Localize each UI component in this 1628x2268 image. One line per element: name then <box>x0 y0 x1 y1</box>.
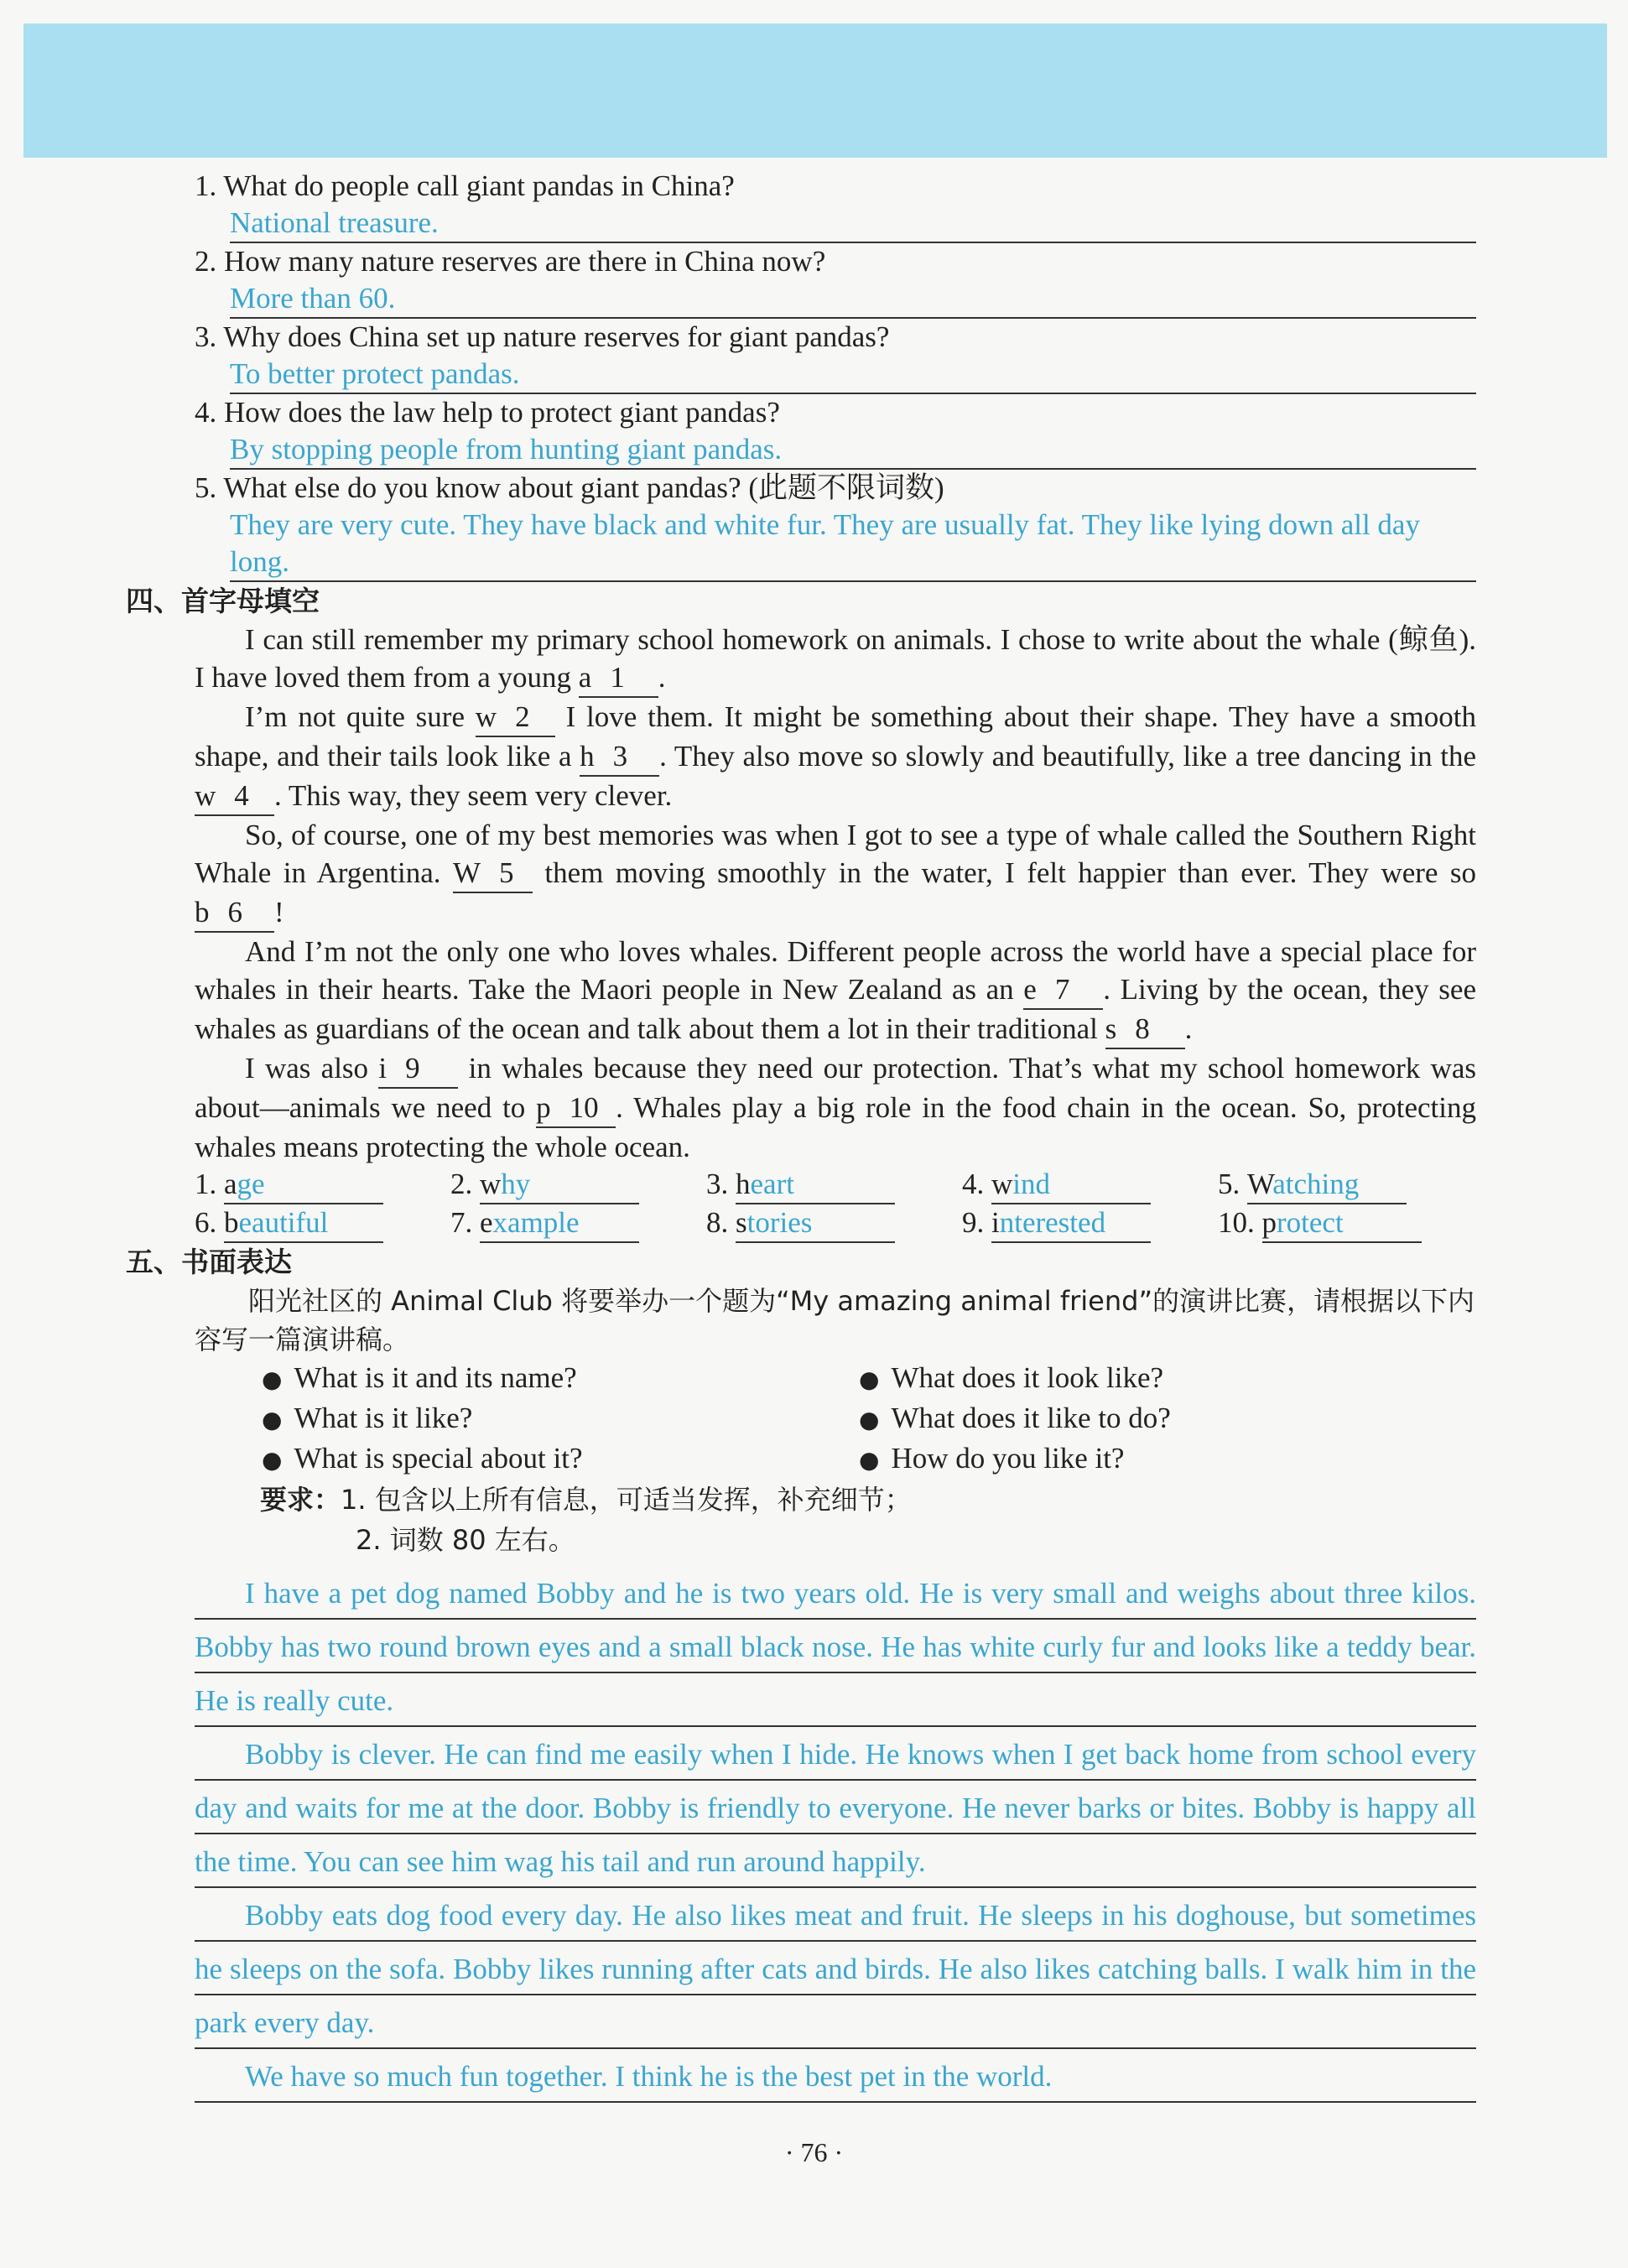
question-text: 3. Why does China set up nature reserves for giant pandas? <box>195 320 890 353</box>
blank-letter: w <box>195 779 216 812</box>
answer-underline <box>736 1204 895 1243</box>
blank-number: 4 <box>234 779 249 812</box>
blank-5 <box>453 854 533 893</box>
answer-number: 5. <box>1218 1168 1247 1200</box>
requirements-label: 要求： <box>260 1484 341 1516</box>
writing-prompt: 阳光社区的 Animal Club 将要举办一个题为“My amazing animal friend”的演讲比赛，请根据以下内容写一篇演讲稿。 <box>195 1285 1475 1355</box>
answer-underline <box>224 1166 383 1204</box>
answer-underline <box>480 1166 639 1204</box>
passage-paragraph-5 <box>195 1049 1476 1166</box>
passage-text: I was also <box>245 1052 379 1085</box>
blank-4 <box>195 777 274 816</box>
blank-number: 5 <box>498 856 514 889</box>
answer-3 <box>706 1166 962 1204</box>
blank-letter: h <box>580 740 595 772</box>
passage-text: So, of course, one of my best memories was when I got to see a type of whale called the Southern Right Whale in Argentina. <box>195 819 1476 889</box>
requirements-2: 2. 词数 80 左右。 <box>356 1524 575 1556</box>
passage-paragraph-4 <box>195 933 1476 1049</box>
answer-1 <box>195 1166 450 1204</box>
answer-letter: w <box>991 1168 1013 1200</box>
answer-letter: w <box>480 1168 502 1200</box>
bullet-item: ● What is special about it? <box>262 1439 859 1480</box>
passage-text: . They also move so slowly and beautifully, like a tree dancing in the <box>659 740 1477 772</box>
blank-8 <box>1105 1010 1185 1049</box>
essay-answer <box>195 1567 1476 2104</box>
essay-paragraph: I have a pet dog named Bobby and he is two years old. He is very small and weighs about three kilos. Bobby has two round brown eyes and a small black nose. He has white curly fur and looks like a teddy bear. He is really cute. <box>195 1577 1476 1717</box>
passage-text: . Living by the ocean, they see whales as guardians of the ocean and talk about them a lot in their traditional <box>195 973 1476 1045</box>
passage-text: . Whales play a big role in the food chain in the ocean. So, protecting whales means protecting the whole ocean. <box>195 1091 1476 1163</box>
prompt-bullets <box>262 1359 1476 1480</box>
bullet-item: ● How do you like it? <box>859 1439 1446 1480</box>
passage-paragraph-2 <box>195 698 1476 816</box>
page-number: · 76 · <box>784 2137 844 2167</box>
answer-letter: h <box>736 1168 751 1200</box>
answer-4 <box>962 1166 1218 1204</box>
answer-9 <box>962 1204 1218 1243</box>
question-text: 5. What else do you know about giant pandas? (此题不限词数) <box>195 471 944 504</box>
blank-9 <box>378 1049 458 1089</box>
passage-text: . <box>1184 1012 1193 1045</box>
answer-8 <box>706 1204 962 1243</box>
requirement-text: 1. 包含以上所有信息，可适当发挥，补充细节； <box>341 1484 912 1516</box>
answer-letter: W <box>1247 1168 1273 1200</box>
blank-letter: i <box>378 1052 387 1085</box>
bullet-item: ● What does it like to do? <box>859 1399 1446 1439</box>
blank-3 <box>580 737 659 777</box>
blank-2 <box>476 698 555 737</box>
question-block-3 <box>126 319 1476 394</box>
answer-fill: ge <box>237 1168 265 1200</box>
section-4-title: 四、首字母填空 <box>126 585 320 617</box>
question-text: 2. How many nature reserves are there in China now? <box>195 245 826 278</box>
answer-letter: p <box>1261 1206 1277 1239</box>
answer-number: 10. <box>1218 1206 1262 1239</box>
blank-number: 6 <box>227 896 242 929</box>
answer-line: National treasure. <box>230 205 1476 243</box>
answer-fill: eart <box>750 1168 794 1200</box>
blank-number: 10 <box>569 1091 599 1124</box>
question-block-4 <box>126 394 1476 470</box>
passage-paragraph-3 <box>195 816 1476 933</box>
answer-letter: s <box>736 1206 747 1239</box>
passage-text: ! <box>274 896 284 929</box>
passage-text: in whales because they need our protection. That’s what my school homework was about—animals we need to <box>195 1052 1477 1124</box>
passage-paragraph-1: I can still remember my primary school homework on animals. I chose to write about the whale (鲸鱼). I have loved them from a young a 1 . <box>195 621 1476 698</box>
answer-row-1 <box>195 1166 1476 1204</box>
answer-line: To better protect pandas. <box>230 356 1476 394</box>
passage-text: . This way, they seem very clever. <box>274 779 673 812</box>
answer-row-2 <box>195 1204 1476 1243</box>
answer-line: By stopping people from hunting giant pandas. <box>230 431 1476 470</box>
answer-number: 4. <box>962 1168 991 1200</box>
question-text: 1. What do people call giant pandas in China? <box>195 169 735 202</box>
answer-7 <box>450 1204 706 1243</box>
answer-line: More than 60. <box>230 280 1476 319</box>
bullet-item: ● What is it and its name? <box>262 1359 859 1399</box>
blank-1 <box>579 658 658 698</box>
answer-underline <box>991 1166 1151 1204</box>
answer-underline <box>1247 1166 1407 1204</box>
blank-number: 7 <box>1054 973 1070 1006</box>
answer-fill: atching <box>1272 1168 1360 1200</box>
section-5-title: 五、书面表达 <box>126 1246 292 1278</box>
essay-paragraph: We have so much fun together. I think he is the best pet in the world. <box>245 2060 1053 2093</box>
answer-underline <box>480 1204 639 1243</box>
blank-letter: w <box>475 700 497 733</box>
essay-paragraph: Bobby is clever. He can find me easily when I hide. He knows when I get back home from school every day and waits for me at the door. Bobby is friendly to everyone. He never barks or bites. Bobby is happy all the time. You can see him wag his tail and run around happily. <box>195 1738 1476 1878</box>
answer-letter: a <box>224 1168 237 1200</box>
answer-number: 6. <box>195 1206 224 1239</box>
answer-number: 7. <box>450 1206 480 1239</box>
answer-fill: ind <box>1012 1168 1051 1200</box>
question-block-5 <box>126 470 1476 582</box>
answer-10 <box>1218 1204 1474 1243</box>
answer-number: 8. <box>706 1206 736 1239</box>
answer-underline <box>224 1204 383 1243</box>
answer-letter: i <box>991 1206 1000 1239</box>
blank-number: 8 <box>1135 1012 1150 1045</box>
answer-line: They are very cute. They have black and white fur. They are usually fat. They like lying down all day long. <box>230 507 1476 582</box>
answer-fill: rotect <box>1277 1206 1344 1239</box>
answer-fill: xample <box>492 1206 580 1239</box>
question-text: 4. How does the law help to protect giant pandas? <box>195 396 780 429</box>
blank-number: 1 <box>610 661 625 694</box>
passage-text: I’m not quite sure <box>245 700 476 733</box>
answer-5 <box>1218 1166 1474 1204</box>
passage-text: I love them. It might be something about their shape. They have a smooth shape, and their tails look like a <box>195 700 1476 772</box>
answer-fill: hy <box>501 1168 531 1200</box>
answer-underline <box>736 1166 895 1204</box>
question-block-2 <box>126 243 1476 319</box>
blank-number: 2 <box>515 700 530 733</box>
answer-number: 1. <box>195 1168 224 1200</box>
blank-number: 9 <box>405 1052 420 1085</box>
blank-number: 3 <box>612 740 628 772</box>
top-banner <box>23 23 1607 158</box>
passage-text: them moving smoothly in the water, I felt happier than ever. They were so <box>532 856 1476 889</box>
answer-number: 9. <box>962 1206 991 1239</box>
blank-letter: W <box>452 856 481 889</box>
answer-fill: tories <box>746 1206 813 1239</box>
requirements-1 <box>260 1480 1476 1520</box>
blank-letter: a <box>578 661 592 694</box>
answer-letter: e <box>480 1206 493 1239</box>
passage-text: I can still remember my primary school homework on animals. I chose to write about the whale (鲸鱼). I have loved them from a young <box>195 623 1476 694</box>
answer-fill: eautiful <box>238 1206 329 1239</box>
blank-letter: b <box>195 896 210 929</box>
blank-letter: e <box>1023 973 1037 1006</box>
blank-letter: s <box>1105 1012 1117 1045</box>
answer-number: 3. <box>706 1168 736 1200</box>
answer-6 <box>195 1204 450 1243</box>
answer-2 <box>450 1166 706 1204</box>
page-content <box>126 168 1476 2104</box>
answer-underline <box>1262 1204 1422 1243</box>
blank-6 <box>195 893 274 933</box>
essay-paragraph: Bobby eats dog food every day. He also likes meat and fruit. He sleeps in his doghouse, but sometimes he sleeps on the sofa. Bobby likes running after cats and birds. He also likes catching balls. I walk him in the park every day. <box>195 1899 1476 2039</box>
question-block-1 <box>126 168 1476 243</box>
blank-7 <box>1023 970 1103 1010</box>
bullet-item: ● What does it look like? <box>859 1359 1446 1399</box>
blank-10 <box>536 1089 616 1128</box>
answer-number: 2. <box>450 1168 480 1200</box>
blank-letter: p <box>536 1091 551 1124</box>
answer-letter: b <box>224 1206 239 1239</box>
passage-text: And I’m not the only one who loves whales. Different people across the world have a special place for whales in their hearts. Take the Maori people in New Zealand as an <box>195 935 1476 1006</box>
answer-fill: nterested <box>999 1206 1106 1239</box>
answer-underline <box>991 1204 1151 1243</box>
bullet-item: ● What is it like? <box>262 1399 859 1439</box>
